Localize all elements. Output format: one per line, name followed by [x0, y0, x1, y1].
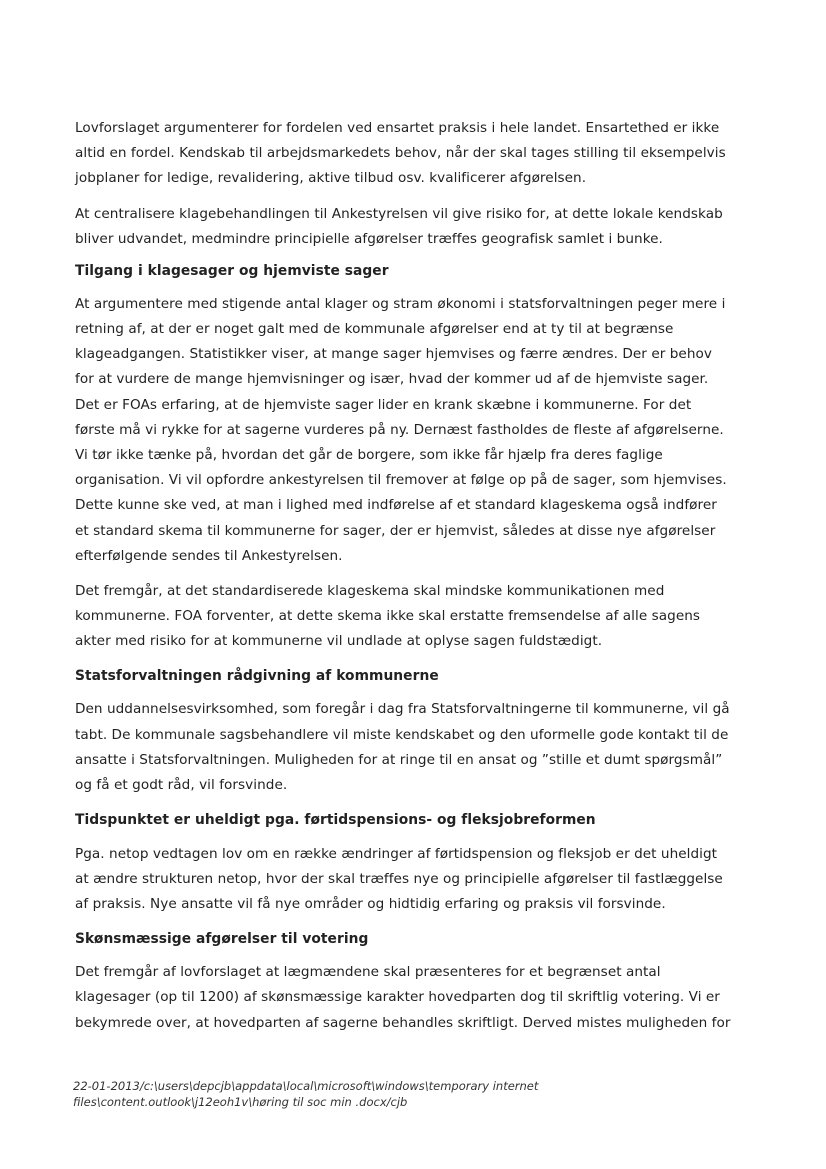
section-heading: Statsforvaltningen rådgivning af kommunerne: [75, 668, 439, 684]
paragraph-line: af praksis. Nye ansatte vil få nye områder og hidtidig erfaring og praksis vil forsvinde.: [75, 896, 666, 912]
footer-path-line: files\content.outlook\j12eoh1v\høring til soc min .docx/cjb: [73, 1095, 408, 1109]
paragraph-line: altid en fordel. Kendskab til arbejdsmarkedets behov, når der skal tages stilling til eksempelvis: [75, 145, 726, 161]
paragraph-line: organisation. Vi vil opfordre ankestyrelsen til fremover at følge op på de sager, som hjemvises.: [75, 472, 727, 488]
paragraph-line: At argumentere med stigende antal klager og stram økonomi i statsforvaltningen peger mere i: [75, 296, 726, 312]
paragraph-line: bekymrede over, at hovedparten af sagerne behandles skriftligt. Derved mistes muligheden for: [75, 1015, 731, 1031]
paragraph-line: Vi tør ikke tænke på, hvordan det går de borgere, som ikke får hjælp fra deres faglige: [75, 447, 663, 463]
paragraph-line: At centralisere klagebehandlingen til Ankestyrelsen vil give risiko for, at dette lokale kendskab: [75, 206, 723, 222]
paragraph-line: efterfølgende sendes til Ankestyrelsen.: [75, 548, 343, 564]
paragraph-line: Den uddannelsesvirksomhed, som foregår i dag fra Statsforvaltningerne til kommunerne, vil gå: [75, 701, 730, 717]
paragraph-line: kommunerne. FOA forventer, at dette skema ikke skal erstatte fremsendelse af alle sagens: [75, 608, 701, 624]
footer-path-line: 22-01-2013/c:\users\depcjb\appdata\local\microsoft\windows\temporary internet: [73, 1079, 539, 1093]
paragraph-line: Dette kunne ske ved, at man i lighed med indførelse af et standard klageskema også indfører: [75, 497, 717, 513]
paragraph-line: bliver udvandet, medmindre principielle afgørelser træffes geografisk samlet i bunke.: [75, 231, 663, 247]
paragraph-line: tabt. De kommunale sagsbehandlere vil miste kendskabet og den uformelle gode kontakt til de: [75, 727, 729, 743]
paragraph-line: Lovforslaget argumenterer for fordelen ved ensartet praksis i hele landet. Ensartethed er ikke: [75, 120, 720, 136]
paragraph-line: retning af, at der er noget galt med de kommunale afgørelser end at ty til at begrænse: [75, 321, 674, 337]
section-heading: Tidspunktet er uheldigt pga. førtidspensions- og fleksjobreformen: [75, 812, 596, 828]
paragraph-line: klageadgangen. Statistikker viser, at mange sager hjemvises og færre ændres. Der er behov: [75, 346, 712, 362]
section-heading: Tilgang i klagesager og hjemviste sager: [75, 263, 389, 279]
paragraph-line: ansatte i Statsforvaltningen. Muligheden for at ringe til en ansat og ”stille et dumt spørgsmål”: [75, 752, 723, 768]
paragraph-line: Det er FOAs erfaring, at de hjemviste sager lider en krank skæbne i kommunerne. For det: [75, 397, 692, 413]
paragraph-line: akter med risiko for at kommunerne vil undlade at oplyse sagen fuldstædigt.: [75, 633, 603, 649]
section-heading: Skønsmæssige afgørelser til votering: [75, 931, 369, 947]
paragraph-line: og få et godt råd, vil forsvinde.: [75, 777, 288, 793]
paragraph-line: et standard skema til kommunerne for sager, der er hjemvist, således at disse nye afgørelser: [75, 523, 716, 539]
paragraph-line: for at vurdere de mange hjemvisninger og især, hvad der kommer ud af de hjemviste sager.: [75, 371, 709, 387]
paragraph-line: klagesager (op til 1200) af skønsmæssige karakter hovedparten dog til skriftlig votering. Vi er: [75, 989, 720, 1005]
paragraph-line: at ændre strukturen netop, hvor der skal træffes nye og principielle afgørelser til fastlæggelse: [75, 871, 723, 887]
paragraph-line: Det fremgår, at det standardiserede klageskema skal mindske kommunikationen med: [75, 583, 665, 599]
paragraph-line: første må vi rykke for at sagerne vurderes på ny. Dernæst fastholdes de fleste af afgørelserne.: [75, 422, 724, 438]
paragraph-line: jobplaner for ledige, revalidering, aktive tilbud osv. kvalificerer afgørelsen.: [75, 170, 587, 186]
paragraph-line: Det fremgår af lovforslaget at lægmændene skal præsenteres for et begrænset antal: [75, 964, 661, 980]
paragraph-line: Pga. netop vedtagen lov om en række ændringer af førtidspension og fleksjob er det uheldigt: [75, 846, 718, 862]
